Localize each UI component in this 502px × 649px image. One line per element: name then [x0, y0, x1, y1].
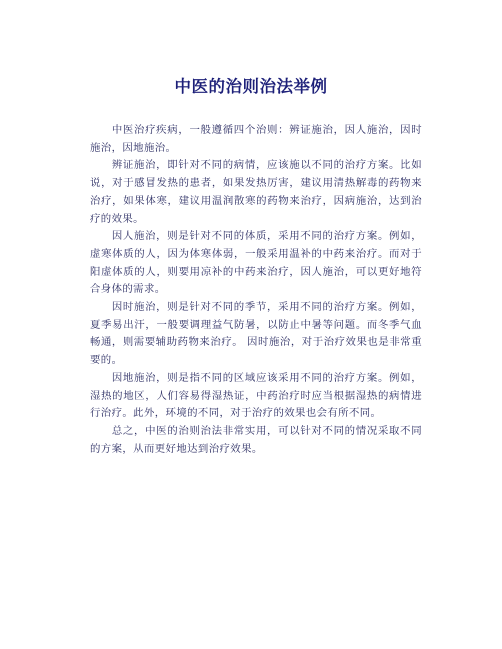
- paragraph-syndrome-differentiation: 辨证施治，即针对不同的病情，应该施以不同的治疗方案。比如说，对于感冒发热的患者，如果发热厉害，建议用清热解毒的药物来治疗，如果体寒，建议用温润散寒的药物来治疗，因病施治，达到治疗的效果。: [90, 159, 422, 225]
- paragraph-intro: 中医治疗疾病，一般遵循四个治则：辨证施治，因人施治，因时施治，因地施治。: [90, 124, 422, 154]
- paragraph-individual-treatment: 因人施治，则是针对不同的体质，采用不同的治疗方案。例如，虚寒体质的人，因为体寒体弱，一般采用温补的中药来治疗。而对于阳虚体质的人，则要用凉补的中药来治疗，因人施治，可以更好地符合身体的需求。: [90, 230, 422, 296]
- paragraph-regional-treatment: 因地施治，则是指不同的区域应该采用不同的治疗方案。例如，湿热的地区，人们容易得湿热证，中药治疗时应当根据湿热的病情进行治疗。此外，环境的不同，对于治疗的效果也会有所不同。: [90, 371, 422, 420]
- document-title: 中医的治则治法举例: [174, 77, 328, 96]
- document-body: [90, 122, 422, 458]
- paragraph-seasonal-treatment: 因时施治，则是针对不同的季节，采用不同的治疗方案。例如，夏季易出汗，一般要调理益气防暑，以防止中暑等问题。而冬季气血畅通，则需要辅助药物来治疗。 因时施治，对于治疗效果也是非常重要的。: [90, 301, 422, 367]
- paragraph-conclusion: 总之，中医的治则治法非常实用，可以针对不同的情况采取不同的方案，从而更好地达到治疗效果。: [90, 424, 422, 455]
